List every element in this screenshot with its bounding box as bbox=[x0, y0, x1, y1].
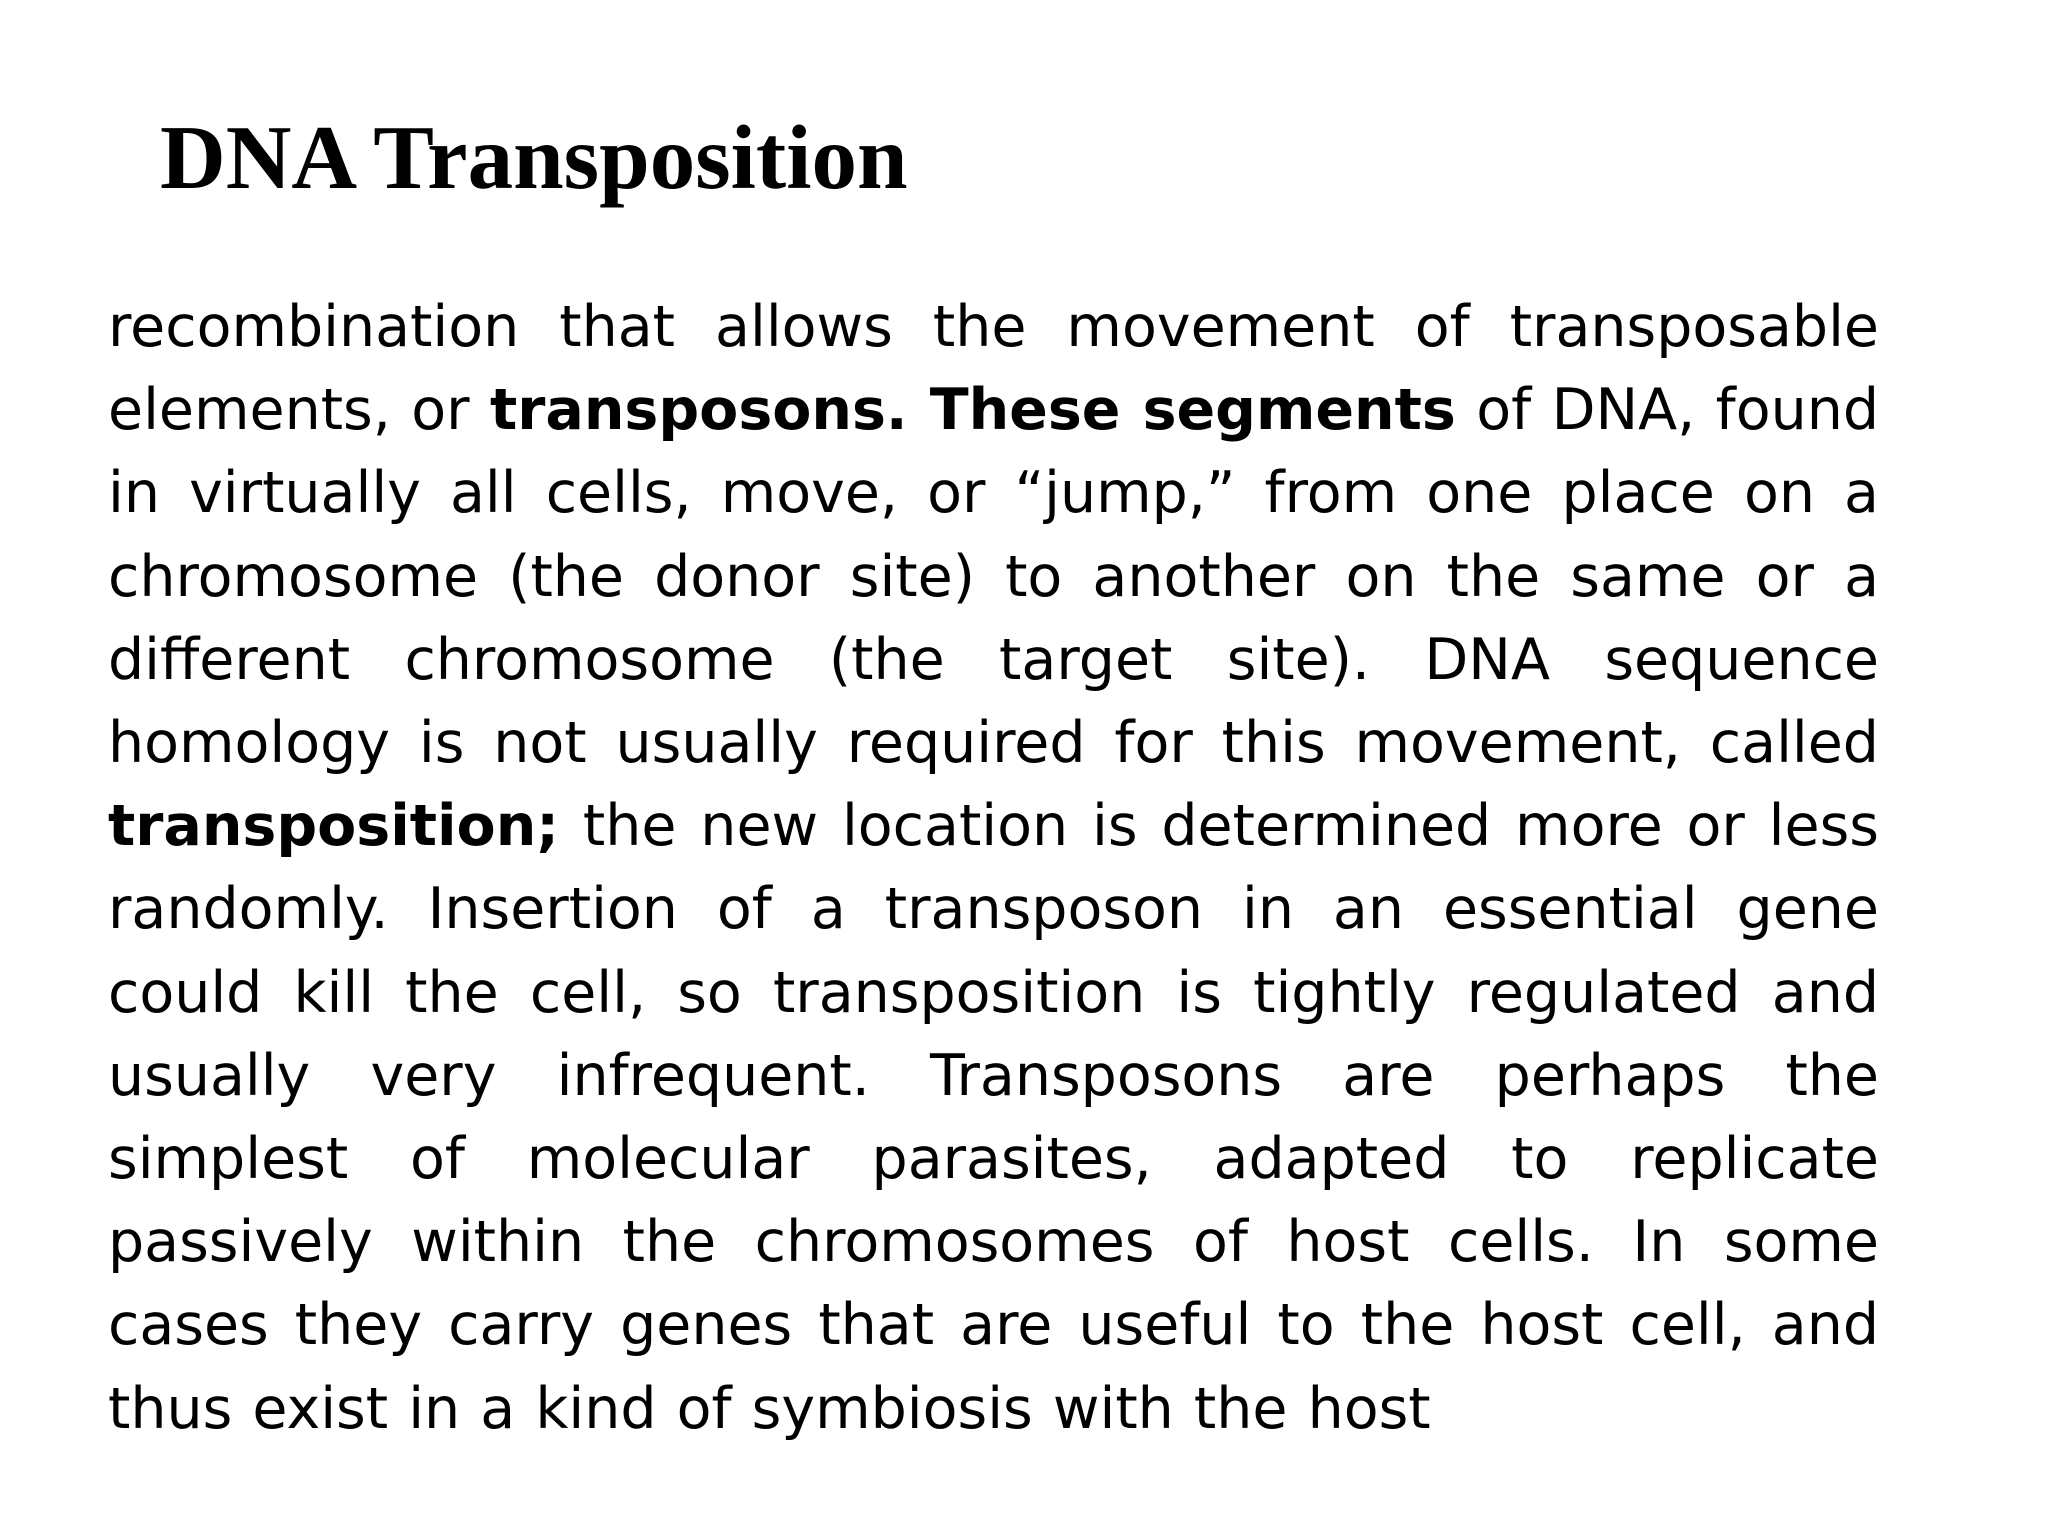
text-run: of DNA, found in virtually all cells, move, or “jump,” from one place on a chromosome (the donor site) to another on the same or a different chromosome (the target site). DNA sequence homology is not usually required for this movement, called bbox=[108, 377, 1880, 777]
bold-term-transposons: transposons. These segments bbox=[490, 377, 1456, 444]
text-run: the new location is determined more or less randomly. Insertion of a transposon in an essential gene could kill the cell, so transposition is tightly regulated and usually very infrequent. Transposons are perhaps the simplest of molecular parasites, adapted to replicate passively within the chromosomes of host cells. In some cases they carry genes that are useful to the host cell, and thus exist in a kind of symbiosis with the host bbox=[108, 793, 1879, 1442]
text-run: recombination that allows the movement of transposable elements, or bbox=[108, 294, 1879, 444]
bold-term-transposition: transposition; bbox=[108, 793, 560, 860]
body-paragraph bbox=[108, 286, 1879, 1451]
slide-title: DNA Transposition bbox=[160, 107, 908, 208]
